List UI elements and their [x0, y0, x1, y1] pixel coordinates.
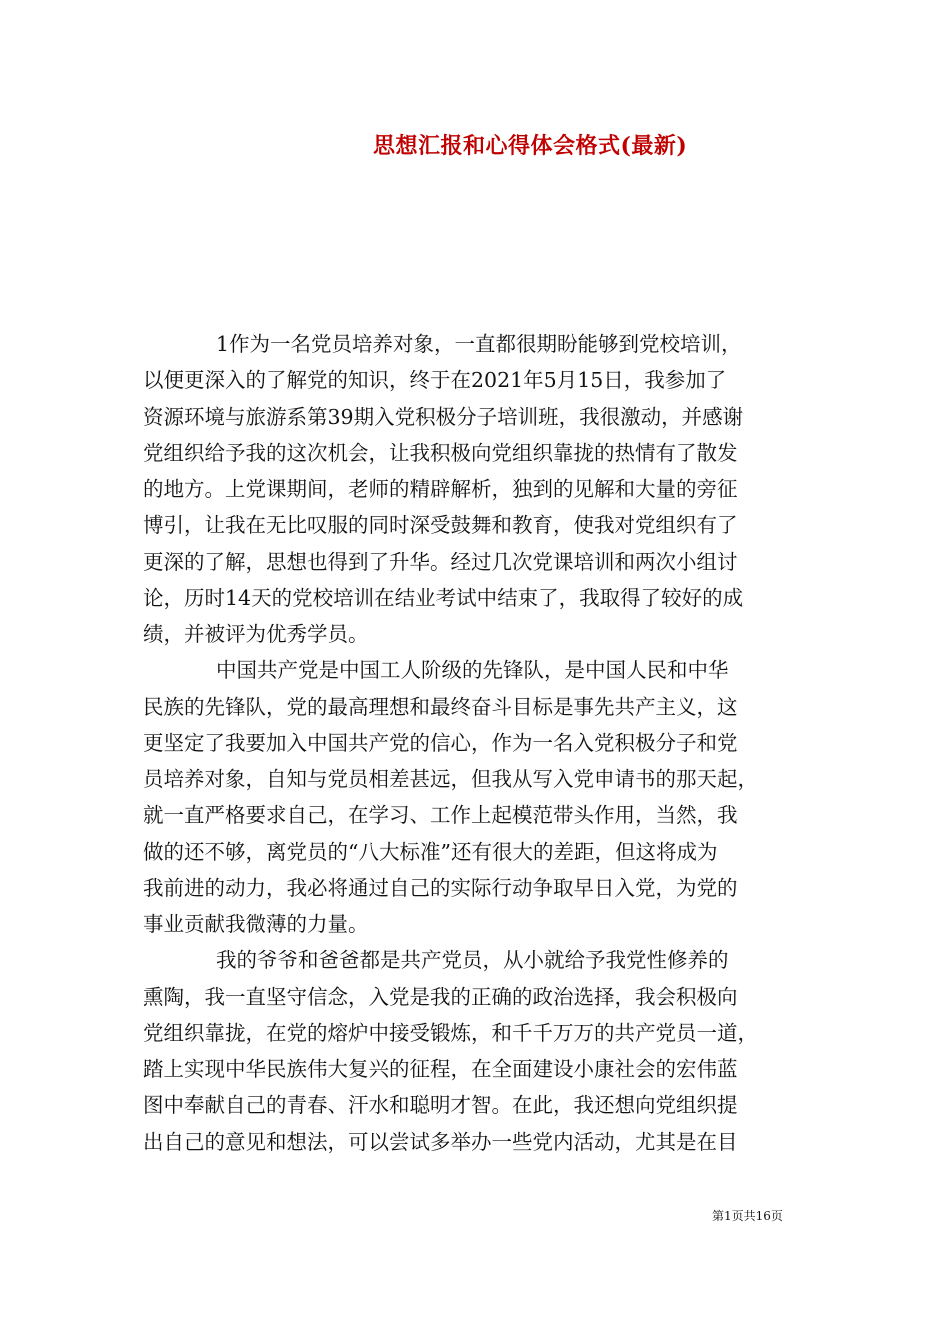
body-line: 熏陶，我一直坚守信念，入党是我的正确的政治选择，我会积极向 [143, 984, 738, 1009]
body-line: 我前进的动力，我必将通过自己的实际行动争取早日入党，为党的 [143, 875, 738, 900]
document-body [143, 326, 811, 1160]
document-title: 思想汇报和心得体会格式(最新) [373, 133, 688, 159]
page-number-footer: 第1页共16页 [712, 1209, 783, 1223]
body-line: 中国共产党是中国工人阶级的先锋队，是中国人民和中华 [216, 658, 729, 683]
body-line: 事业贡献我微薄的力量。 [143, 912, 369, 936]
body-line: 党组织靠拢，在党的熔炉中接受锻炼，和千千万万的共产党员一道， [143, 1020, 758, 1045]
body-line: 的地方。上党课期间，老师的精辟解析，独到的见解和大量的旁征 [143, 477, 738, 501]
body-line: 就一直严格要求自己，在学习、工作上起模范带头作用，当然，我 [143, 803, 738, 828]
body-line: 博引，让我在无比叹服的同时深受鼓舞和教育，使我对党组织有了 [143, 513, 738, 538]
body-line: 员培养对象，自知与党员相差甚远，但我从写入党申请书的那天起， [143, 767, 758, 791]
body-line: 论，历时14天的党校培训在结业考试中结束了，我取得了较好的成 [143, 585, 744, 610]
body-line: 图中奉献自己的青春、汗水和聪明才智。在此，我还想向党组织提 [143, 1093, 738, 1118]
body-line: 以便更深入的了解党的知识，终于在2021年5月15日，我参加了 [143, 368, 727, 393]
body-line: 1作为一名党员培养对象，一直都很期盼能够到党校培训， [216, 332, 742, 356]
body-line: 民族的先锋队，党的最高理想和最终奋斗目标是事先共产主义，这 [143, 694, 738, 719]
body-line: 党组织给予我的这次机会，让我积极向党组织靠拢的热情有了散发 [143, 440, 738, 465]
body-line: 我的爷爷和爸爸都是共产党员，从小就给予我党性修养的 [216, 948, 729, 973]
body-line: 绩，并被评为优秀学员。 [143, 622, 369, 646]
body-line: 更坚定了我要加入中国共产党的信心，作为一名入党积极分子和党 [143, 730, 738, 755]
body-line: 资源环境与旅游系第39期入党积极分子培训班，我很激动，并感谢 [143, 404, 744, 429]
body-line: 踏上实现中华民族伟大复兴的征程，在全面建设小康社会的宏伟蓝 [143, 1057, 738, 1081]
body-line: 做的还不够，离党员的“八大标准”还有很大的差距，但这将成为 [143, 839, 718, 864]
body-line: 更深的了解，思想也得到了升华。经过几次党课培训和两次小组讨 [143, 549, 738, 574]
body-line: 出自己的意见和想法，可以尝试多举办一些党内活动，尤其是在目 [143, 1129, 738, 1154]
